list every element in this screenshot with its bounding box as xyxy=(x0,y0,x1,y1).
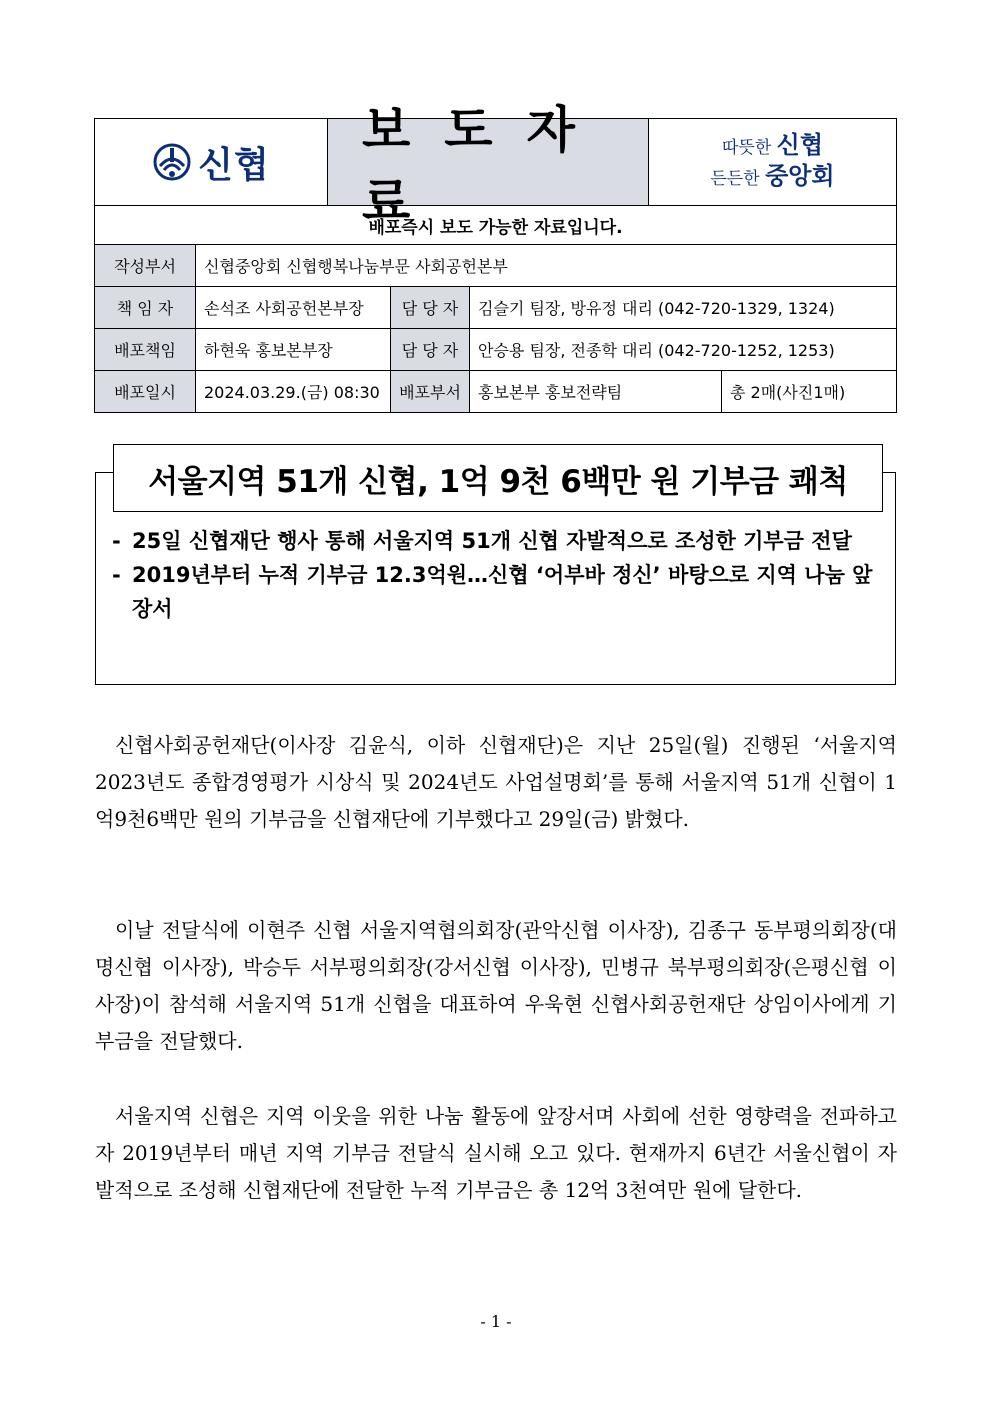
contact1-label: 담 당 자 xyxy=(391,287,470,328)
bullet-item xyxy=(112,558,882,626)
body-paragraph-1-text: 신협사회공헌재단(이사장 김윤식, 이하 신협재단)은 지난 25일(월) 진행된 ‘서울지역 2023년도 종합경영평가 시상식 및 2024년도 사업설명회’를 통해 서울지역 51개 신협이 1억9천6백만 원의 기부금을 신협재단에 기부했다고 29일(금) 밝혔다. xyxy=(95,733,897,831)
slogan-line-2-prefix: 든든한 xyxy=(710,169,760,189)
dept-label: 작성부서 xyxy=(95,245,196,286)
slogan-line-1-prefix: 따뜻한 xyxy=(721,138,772,158)
contact2-label: 담 당 자 xyxy=(391,329,470,370)
body-paragraph-3 xyxy=(95,1098,897,1209)
contact2-value: 안승용 팀장, 전종학 대리 (042-720-1252, 1253) xyxy=(478,341,835,360)
bullet-text: 25일 신협재단 행사 통해 서울지역 51개 신협 자발적으로 조성한 기부금 전달 xyxy=(132,529,852,553)
info-row-date xyxy=(95,371,896,412)
headline-title: 서울지역 51개 신협, 1억 9천 6백만 원 기부금 쾌척 xyxy=(113,444,883,512)
slogan-line-1-emphasis: 신협 xyxy=(776,131,824,159)
pages-value: 총 2매(사진1매) xyxy=(730,383,846,402)
body-paragraph-2 xyxy=(95,912,897,1060)
date-value: 2024.03.29.(금) 08:30 xyxy=(196,371,391,412)
logo xyxy=(95,119,328,205)
responsible-value: 손석조 사회공헌본부장 xyxy=(196,287,391,328)
dist-resp-value: 하현욱 홍보본부장 xyxy=(196,329,391,370)
dist-dept-label: 배포부서 xyxy=(391,371,470,412)
bullet-dash: - xyxy=(112,563,121,587)
body-paragraph-1 xyxy=(95,727,897,838)
body-paragraph-2-text: 이날 전달식에 이현주 신협 서울지역협의회장(관악신협 이사장), 김종구 동부평의회장(대명신협 이사장), 박승두 서부평의회장(강서신협 이사장), 민병규 북부평의회장(은평신협 이사장)이 참석해 서울지역 51개 신협을 대표하여 우욱현 신협사회공헌재단 상임이사에게 기부금을 전달했다. xyxy=(95,918,897,1053)
slogan-line-2 xyxy=(710,162,834,193)
dist-dept-value: 홍보본부 홍보전략팀 xyxy=(470,371,722,412)
slogan-line-1 xyxy=(722,131,823,162)
dist-resp-label: 배포책임 xyxy=(95,329,196,370)
contact1-value: 김슬기 팀장, 방유정 대리 (042-720-1329, 1324) xyxy=(478,299,835,318)
bullet-item xyxy=(112,524,882,558)
dept-value: 신협중앙회 신협행복나눔부문 사회공헌본부 xyxy=(204,257,508,276)
slogan xyxy=(649,119,896,205)
press-release-header xyxy=(94,101,897,413)
release-notice: 배포즉시 보도 가능한 자료입니다. xyxy=(95,206,896,245)
shinhyup-emblem-icon xyxy=(152,142,192,182)
page-number: - 1 - xyxy=(480,1312,512,1331)
info-row-dept xyxy=(95,245,896,287)
body-paragraph-3-text: 서울지역 신협은 지역 이웃을 위한 나눔 활동에 앞장서며 사회에 선한 영향력을 전파하고자 2019년부터 매년 지역 기부금 전달식 실시해 오고 있다. 현재까지 6년간 서울신협이 자발적으로 조성해 신협재단에 전달한 누적 기부금은 총 12억 3천여만 원에 달한다. xyxy=(95,1104,897,1202)
responsible-label: 책 임 자 xyxy=(95,287,196,328)
bullet-dash: - xyxy=(112,529,121,553)
date-label: 배포일시 xyxy=(95,371,196,412)
bullet-text: 2019년부터 누적 기부금 12.3억원…신협 ‘어부바 정신’ 바탕으로 지역 나눔 앞장서 xyxy=(132,563,873,621)
logo-text: 신협 xyxy=(198,144,270,186)
slogan-line-2-emphasis: 중앙회 xyxy=(765,162,835,190)
info-row-responsible xyxy=(95,287,896,329)
headline-bullets xyxy=(112,524,882,626)
info-row-distribution xyxy=(95,329,896,371)
page-title: 보도자료 xyxy=(362,101,609,231)
